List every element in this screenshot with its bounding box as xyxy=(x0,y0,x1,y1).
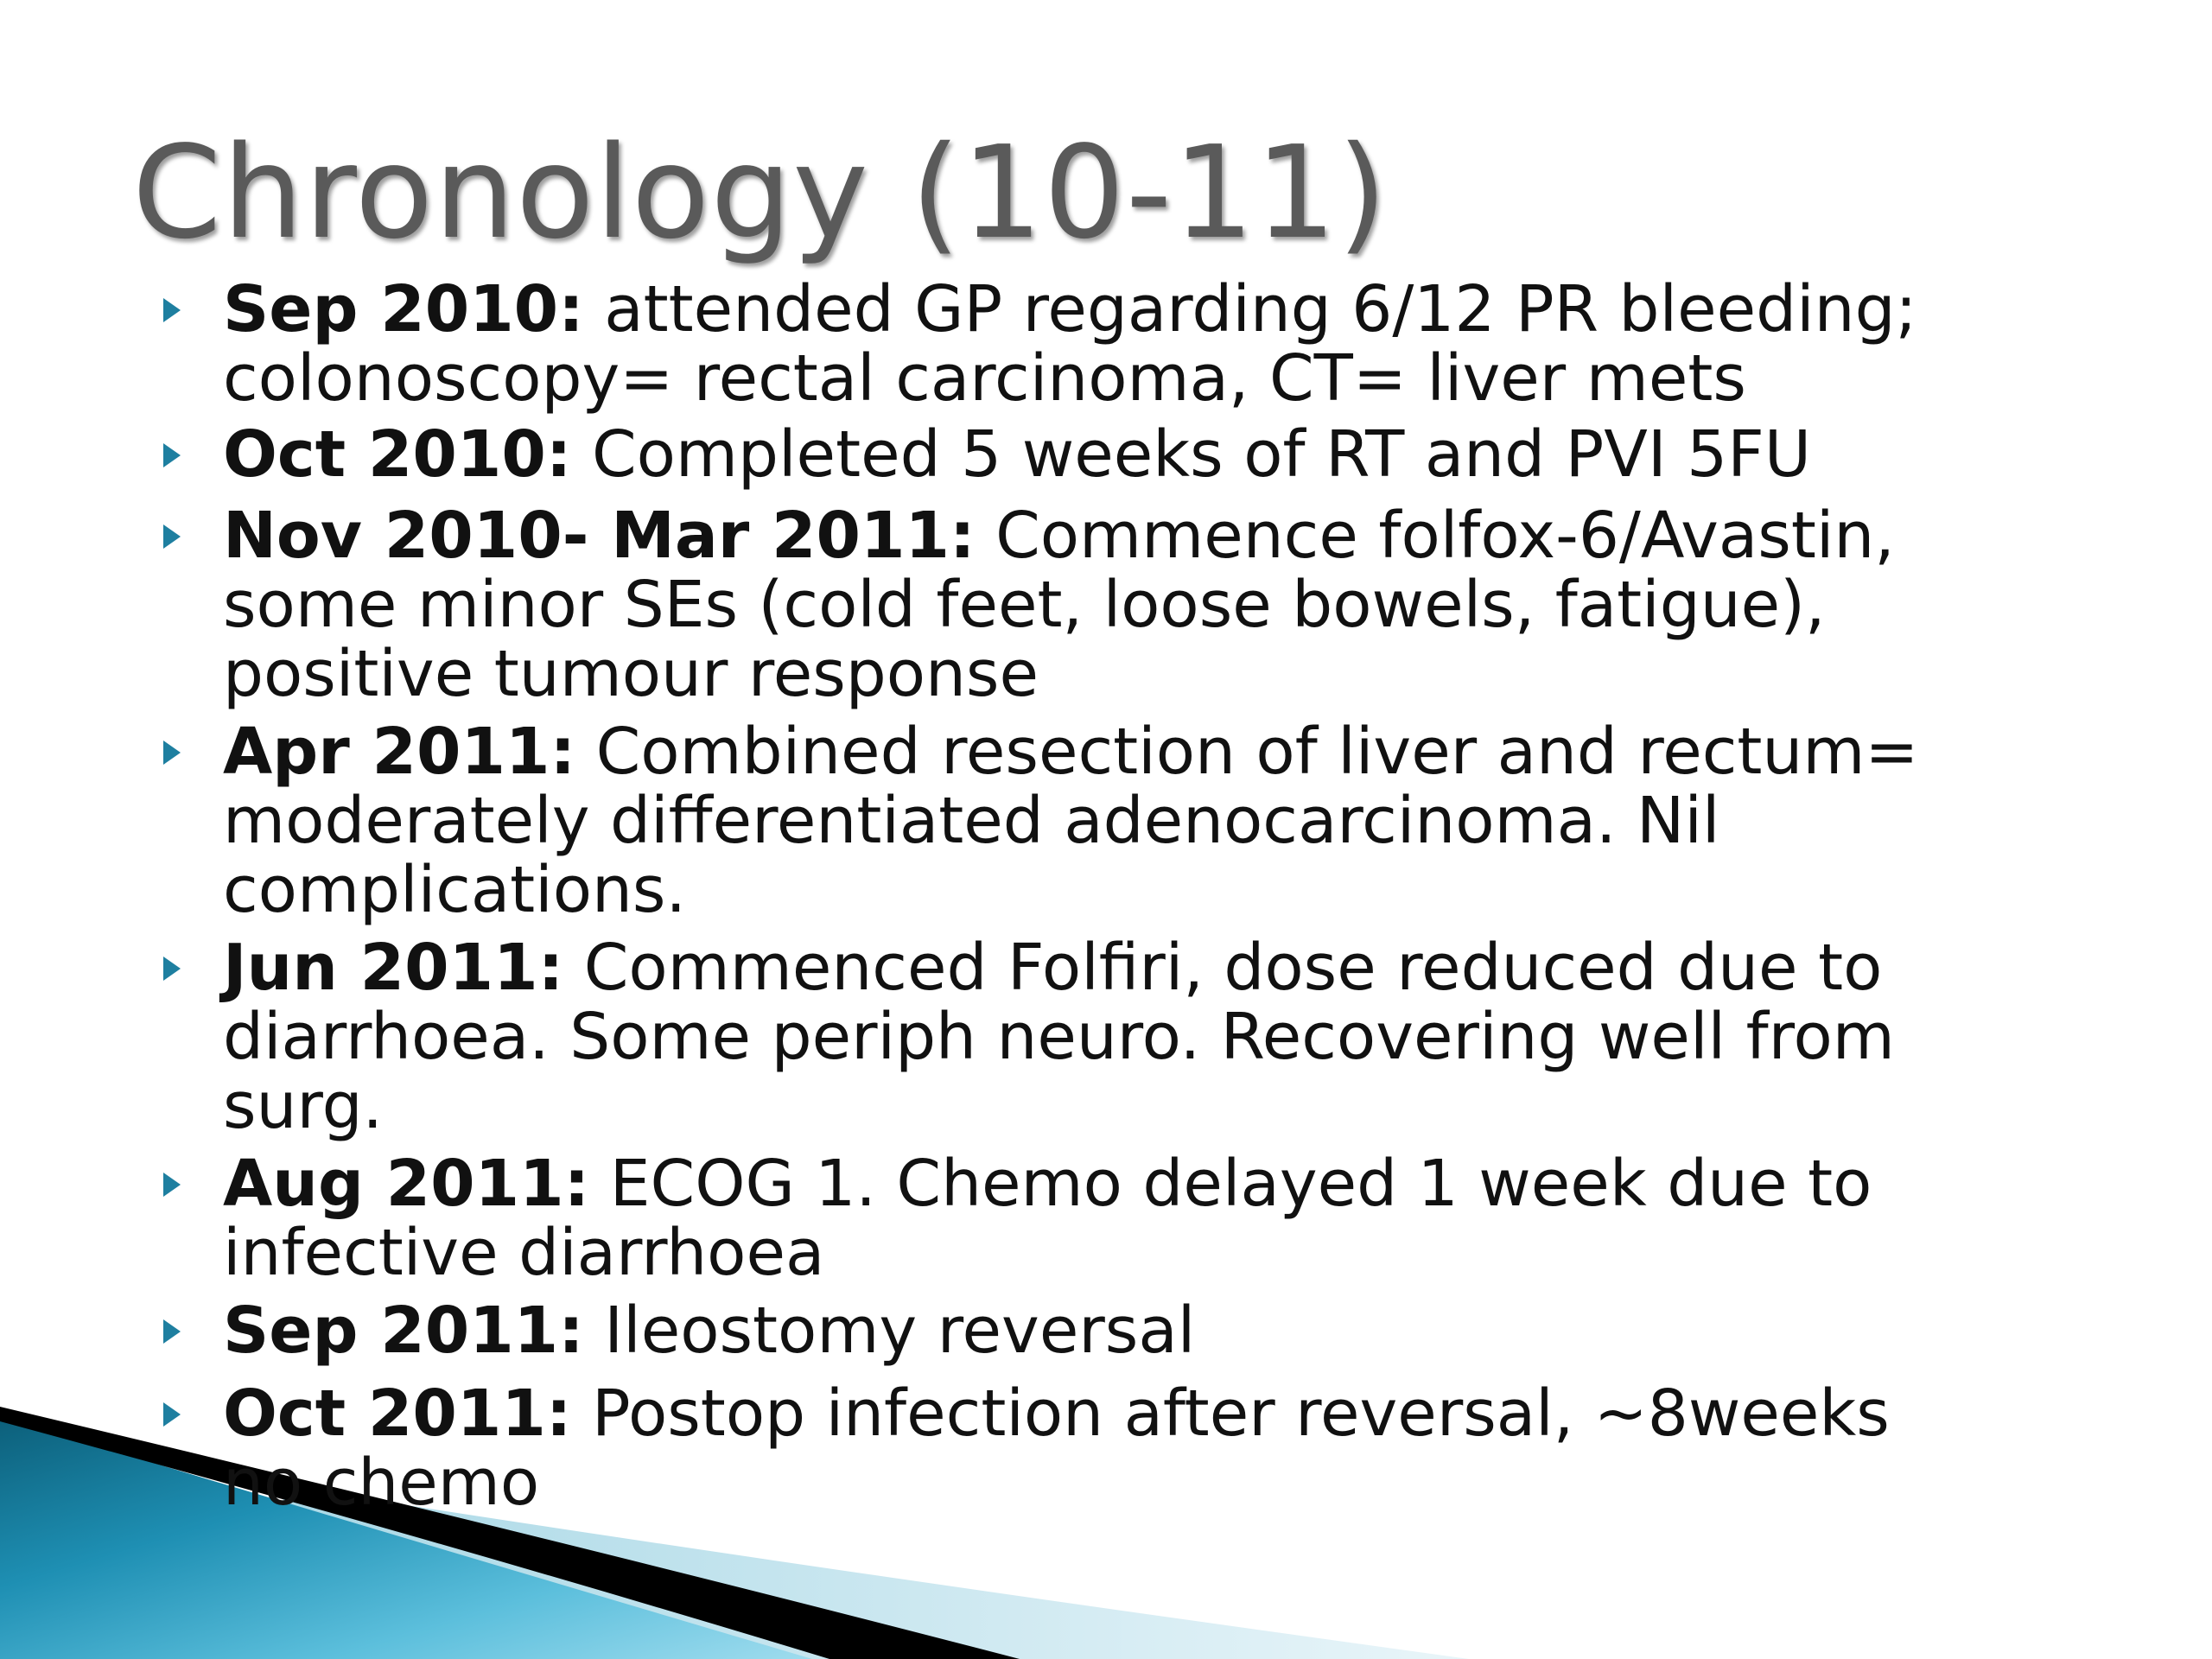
item-text: Combined resection of liver and rectum= xyxy=(575,715,1919,789)
triangle-right-icon xyxy=(161,1170,183,1199)
item-text: Postop infection after reversal, ~8weeks xyxy=(571,1376,1890,1451)
item-text: ECOG 1. Chemo delayed 1 week due to xyxy=(589,1147,1872,1221)
item-line: no chemo xyxy=(223,1446,540,1520)
list-item xyxy=(223,933,2176,1141)
item-date: Jun 2011: xyxy=(223,931,564,1005)
item-line xyxy=(223,931,2176,1005)
item-text: Completed 5 weeks of RT and PVI 5FU xyxy=(571,417,1811,492)
triangle-right-icon xyxy=(161,1317,183,1346)
item-date: Sep 2011: xyxy=(223,1294,584,1368)
item-line xyxy=(223,499,2176,573)
triangle-right-icon xyxy=(161,296,183,325)
list-item xyxy=(223,501,2176,709)
item-line: colonoscopy= rectal carcinoma, CT= liver mets xyxy=(223,341,1746,416)
item-line xyxy=(223,1376,2176,1451)
item-date: Aug 2011: xyxy=(223,1147,590,1221)
list-item xyxy=(223,1294,2176,1368)
item-line: surg. xyxy=(223,1069,384,1143)
item-line: complications. xyxy=(223,853,686,927)
triangle-right-icon xyxy=(161,441,183,470)
slide-title: Chronology (10-11) xyxy=(132,118,1389,267)
item-date: Oct 2010: xyxy=(223,417,572,492)
list-item xyxy=(223,717,2176,925)
item-line xyxy=(223,417,2176,492)
item-line: positive tumour response xyxy=(223,637,1039,711)
triangle-right-icon xyxy=(161,1400,183,1429)
item-date: Nov 2010- Mar 2011: xyxy=(223,499,976,573)
item-line: infective diarrhoea xyxy=(223,1216,825,1290)
triangle-right-icon xyxy=(161,522,183,551)
item-line xyxy=(223,272,2176,346)
item-text: Ileostomy reversal xyxy=(583,1294,1196,1368)
item-date: Apr 2011: xyxy=(223,715,576,789)
item-line xyxy=(223,715,2176,789)
item-text: Commenced Folfiri, dose reduced due to xyxy=(563,931,1883,1005)
item-line: moderately differentiated adenocarcinoma. Nil xyxy=(223,784,1720,858)
triangle-right-icon xyxy=(161,954,183,983)
item-text: attended GP regarding 6/12 PR bleeding; xyxy=(583,272,1917,346)
list-item xyxy=(223,417,2176,492)
list-item xyxy=(223,1147,2176,1290)
item-line: diarrhoea. Some periph neuro. Recovering well from xyxy=(223,1000,1895,1074)
list-item xyxy=(223,1376,2176,1520)
item-line xyxy=(223,1294,2176,1368)
item-date: Oct 2011: xyxy=(223,1376,572,1451)
item-line xyxy=(223,1147,2176,1221)
item-line: some minor SEs (cold feet, loose bowels, fatigue), xyxy=(223,568,1826,642)
triangle-right-icon xyxy=(161,738,183,767)
item-text: Commence folfox-6/Avastin, xyxy=(975,499,1895,573)
list-item xyxy=(223,272,2176,416)
item-date: Sep 2010: xyxy=(223,272,584,346)
